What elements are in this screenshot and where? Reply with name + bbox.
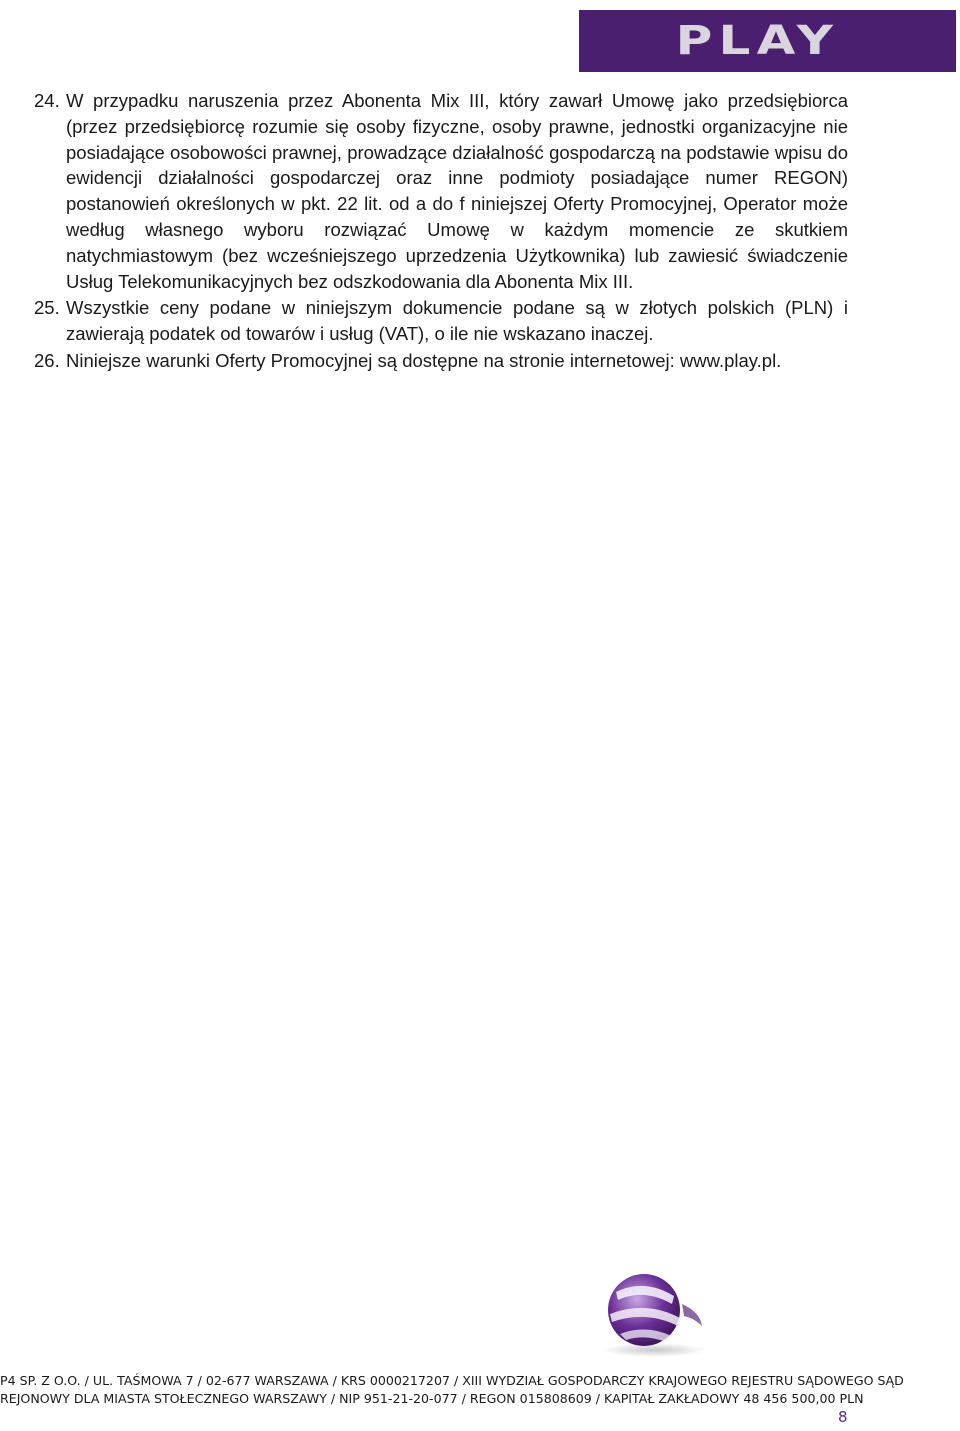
document-body (34, 88, 848, 374)
list-item (34, 295, 848, 347)
logo-text: PLAY (675, 18, 840, 64)
item-number: 25. (34, 297, 60, 319)
play-sphere-icon (594, 1270, 710, 1358)
item-number: 26. (34, 349, 60, 371)
item-number: 24. (34, 90, 60, 111)
item-text: Niniejsze warunki Oferty Promocyjnej są dostępne na stronie internetowej: www.play.pl. (66, 349, 782, 371)
play-logo (579, 10, 956, 72)
page-number: 8 (838, 1408, 848, 1426)
list-item (34, 348, 848, 374)
list-item (34, 88, 848, 294)
footer-company-line-1: P4 SP. Z O.O. / UL. TAŚMOWA 7 / 02-677 WARSZAWA / KRS 0000217207 / XIII WYDZIAŁ GOSPODARCZY KRAJOWEGO REJESTRU SĄDOWEGO SĄD (0, 1373, 904, 1388)
footer-company-line-2: REJONOWY DLA MIASTA STOŁECZNEGO WARSZAWY / NIP 951-21-20-077 / REGON 015808609 / KAPITAŁ ZAKŁADOWY 48 456 500,00 PLN (0, 1391, 864, 1406)
item-text: W przypadku naruszenia przez Abonenta Mix III, który zawarł Umowę jako przedsiębiorca (przez przedsiębiorcę rozumie się osoby fizyczne, osoby prawne, jednostki organizacyjne nie posiadające osobowości prawnej, prowadzące działalność gospodarczą na podstawie wpisu do ewidencji działalności gospodarczej oraz inne podmioty posiadające numer REGON) postanowień określonych w pkt. 22 lit. od a do f niniejszej Oferty Promocyjnej, Operator może według własnego wyboru rozwiązać Umowę w każdym momencie ze skutkiem natychmiastowym (bez wcześniejszego uprzedzenia Użytkownika) lub zawiesić świadczenie Usług Telekomunikacyjnych bez odszkodowania dla Abonenta Mix III. (66, 90, 848, 292)
item-text: Wszystkie ceny podane w niniejszym dokumencie podane są w złotych polskich (PLN) i zawierają podatek od towarów i usług (VAT), o ile nie wskazano inaczej. (66, 297, 848, 345)
